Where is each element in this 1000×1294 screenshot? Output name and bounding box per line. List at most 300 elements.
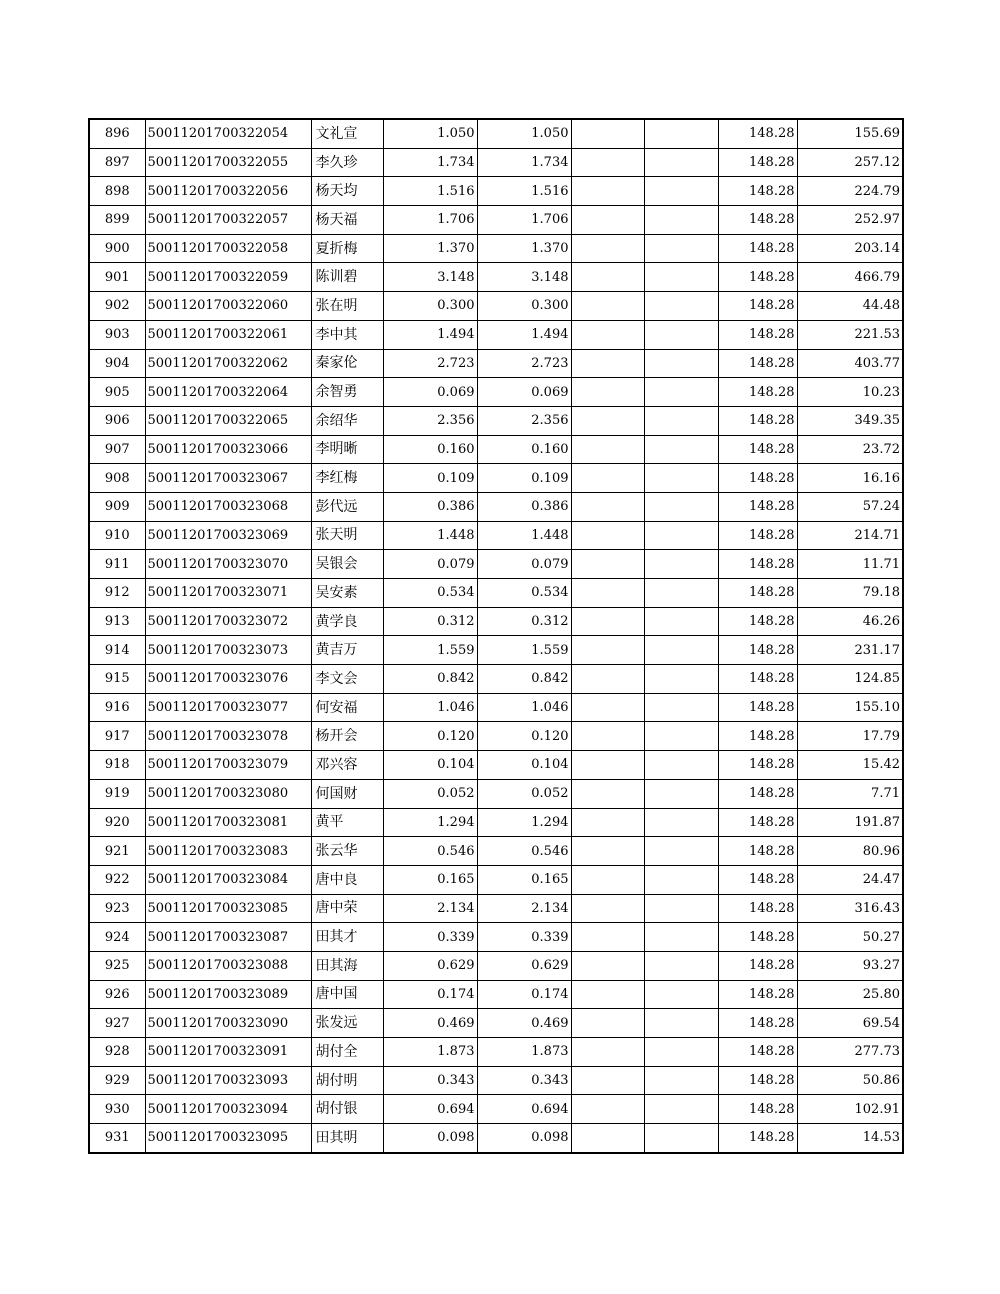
blank-cell-b-cell xyxy=(644,550,718,579)
area-value-cell: 0.165 xyxy=(383,865,477,894)
unit-rate-cell: 148.28 xyxy=(718,206,797,235)
blank-cell-a-cell xyxy=(571,292,644,321)
table-row xyxy=(89,951,903,980)
row-number-cell: 914 xyxy=(89,636,145,665)
unit-rate-cell: 148.28 xyxy=(718,1038,797,1067)
holder-name-cell: 唐中良 xyxy=(311,865,383,894)
blank-cell-a-cell xyxy=(571,1038,644,1067)
unit-rate-cell: 148.28 xyxy=(718,980,797,1009)
row-number-cell: 921 xyxy=(89,837,145,866)
blank-cell-a-cell xyxy=(571,234,644,263)
blank-cell-b-cell xyxy=(644,722,718,751)
area-confirmed-cell: 2.356 xyxy=(477,406,571,435)
account-code-cell: 50011201700323067 xyxy=(145,464,311,493)
area-value-cell: 0.098 xyxy=(383,1124,477,1153)
unit-rate-cell: 148.28 xyxy=(718,1124,797,1153)
table-row xyxy=(89,378,903,407)
table-row xyxy=(89,865,903,894)
row-number-cell: 898 xyxy=(89,177,145,206)
blank-cell-b-cell xyxy=(644,119,718,148)
blank-cell-b-cell xyxy=(644,837,718,866)
holder-name-cell: 田其才 xyxy=(311,923,383,952)
area-confirmed-cell: 0.165 xyxy=(477,865,571,894)
area-confirmed-cell: 1.734 xyxy=(477,148,571,177)
holder-name-cell: 邓兴容 xyxy=(311,751,383,780)
blank-cell-a-cell xyxy=(571,492,644,521)
row-number-cell: 924 xyxy=(89,923,145,952)
amount-cell: 214.71 xyxy=(797,521,903,550)
holder-name-cell: 李中其 xyxy=(311,320,383,349)
amount-cell: 102.91 xyxy=(797,1095,903,1124)
amount-cell: 466.79 xyxy=(797,263,903,292)
blank-cell-b-cell xyxy=(644,148,718,177)
blank-cell-b-cell xyxy=(644,292,718,321)
account-code-cell: 50011201700323076 xyxy=(145,665,311,694)
holder-name-cell: 张在明 xyxy=(311,292,383,321)
area-confirmed-cell: 1.294 xyxy=(477,808,571,837)
blank-cell-a-cell xyxy=(571,722,644,751)
amount-cell: 7.71 xyxy=(797,779,903,808)
blank-cell-b-cell xyxy=(644,865,718,894)
blank-cell-a-cell xyxy=(571,1124,644,1153)
account-code-cell: 50011201700322061 xyxy=(145,320,311,349)
blank-cell-b-cell xyxy=(644,923,718,952)
holder-name-cell: 李明晰 xyxy=(311,435,383,464)
unit-rate-cell: 148.28 xyxy=(718,1066,797,1095)
area-confirmed-cell: 1.046 xyxy=(477,693,571,722)
row-number-cell: 896 xyxy=(89,119,145,148)
holder-name-cell: 张云华 xyxy=(311,837,383,866)
account-code-cell: 50011201700323091 xyxy=(145,1038,311,1067)
blank-cell-b-cell xyxy=(644,607,718,636)
area-confirmed-cell: 0.629 xyxy=(477,951,571,980)
amount-cell: 50.86 xyxy=(797,1066,903,1095)
area-confirmed-cell: 1.050 xyxy=(477,119,571,148)
holder-name-cell: 黄学良 xyxy=(311,607,383,636)
account-code-cell: 50011201700323090 xyxy=(145,1009,311,1038)
amount-cell: 25.80 xyxy=(797,980,903,1009)
account-code-cell: 50011201700322065 xyxy=(145,406,311,435)
row-number-cell: 904 xyxy=(89,349,145,378)
amount-cell: 277.73 xyxy=(797,1038,903,1067)
area-confirmed-cell: 0.120 xyxy=(477,722,571,751)
area-confirmed-cell: 1.516 xyxy=(477,177,571,206)
table-row xyxy=(89,263,903,292)
account-code-cell: 50011201700323068 xyxy=(145,492,311,521)
amount-cell: 17.79 xyxy=(797,722,903,751)
unit-rate-cell: 148.28 xyxy=(718,837,797,866)
amount-cell: 15.42 xyxy=(797,751,903,780)
area-value-cell: 0.546 xyxy=(383,837,477,866)
row-number-cell: 906 xyxy=(89,406,145,435)
blank-cell-b-cell xyxy=(644,665,718,694)
area-value-cell: 1.050 xyxy=(383,119,477,148)
area-value-cell: 3.148 xyxy=(383,263,477,292)
unit-rate-cell: 148.28 xyxy=(718,263,797,292)
unit-rate-cell: 148.28 xyxy=(718,865,797,894)
table-row xyxy=(89,1066,903,1095)
amount-cell: 46.26 xyxy=(797,607,903,636)
area-value-cell: 1.706 xyxy=(383,206,477,235)
blank-cell-b-cell xyxy=(644,320,718,349)
account-code-cell: 50011201700323070 xyxy=(145,550,311,579)
row-number-cell: 931 xyxy=(89,1124,145,1153)
table-row xyxy=(89,665,903,694)
account-code-cell: 50011201700323087 xyxy=(145,923,311,952)
holder-name-cell: 彭代远 xyxy=(311,492,383,521)
holder-name-cell: 唐中国 xyxy=(311,980,383,1009)
unit-rate-cell: 148.28 xyxy=(718,349,797,378)
area-value-cell: 0.339 xyxy=(383,923,477,952)
row-number-cell: 912 xyxy=(89,579,145,608)
unit-rate-cell: 148.28 xyxy=(718,579,797,608)
table-row xyxy=(89,234,903,263)
row-number-cell: 925 xyxy=(89,951,145,980)
unit-rate-cell: 148.28 xyxy=(718,751,797,780)
area-value-cell: 0.120 xyxy=(383,722,477,751)
unit-rate-cell: 148.28 xyxy=(718,320,797,349)
blank-cell-a-cell xyxy=(571,607,644,636)
area-confirmed-cell: 1.370 xyxy=(477,234,571,263)
area-confirmed-cell: 0.842 xyxy=(477,665,571,694)
area-confirmed-cell: 0.386 xyxy=(477,492,571,521)
area-confirmed-cell: 0.174 xyxy=(477,980,571,1009)
blank-cell-a-cell xyxy=(571,751,644,780)
table-row xyxy=(89,923,903,952)
area-value-cell: 1.516 xyxy=(383,177,477,206)
holder-name-cell: 吴安素 xyxy=(311,579,383,608)
row-number-cell: 908 xyxy=(89,464,145,493)
area-value-cell: 0.312 xyxy=(383,607,477,636)
unit-rate-cell: 148.28 xyxy=(718,665,797,694)
area-value-cell: 2.356 xyxy=(383,406,477,435)
table-row xyxy=(89,464,903,493)
blank-cell-b-cell xyxy=(644,1095,718,1124)
holder-name-cell: 田其明 xyxy=(311,1124,383,1153)
row-number-cell: 920 xyxy=(89,808,145,837)
unit-rate-cell: 148.28 xyxy=(718,119,797,148)
account-code-cell: 50011201700323080 xyxy=(145,779,311,808)
area-confirmed-cell: 0.069 xyxy=(477,378,571,407)
account-code-cell: 50011201700322062 xyxy=(145,349,311,378)
area-confirmed-cell: 1.873 xyxy=(477,1038,571,1067)
area-value-cell: 0.842 xyxy=(383,665,477,694)
area-confirmed-cell: 0.160 xyxy=(477,435,571,464)
area-value-cell: 2.723 xyxy=(383,349,477,378)
blank-cell-a-cell xyxy=(571,1009,644,1038)
area-value-cell: 1.370 xyxy=(383,234,477,263)
unit-rate-cell: 148.28 xyxy=(718,148,797,177)
table-row xyxy=(89,148,903,177)
unit-rate-cell: 148.28 xyxy=(718,923,797,952)
account-code-cell: 50011201700323066 xyxy=(145,435,311,464)
area-confirmed-cell: 0.104 xyxy=(477,751,571,780)
holder-name-cell: 杨天福 xyxy=(311,206,383,235)
blank-cell-b-cell xyxy=(644,464,718,493)
holder-name-cell: 唐中荣 xyxy=(311,894,383,923)
unit-rate-cell: 148.28 xyxy=(718,808,797,837)
amount-cell: 23.72 xyxy=(797,435,903,464)
unit-rate-cell: 148.28 xyxy=(718,693,797,722)
holder-name-cell: 何国财 xyxy=(311,779,383,808)
row-number-cell: 903 xyxy=(89,320,145,349)
table-row xyxy=(89,693,903,722)
blank-cell-a-cell xyxy=(571,837,644,866)
table-row xyxy=(89,119,903,148)
unit-rate-cell: 148.28 xyxy=(718,607,797,636)
blank-cell-a-cell xyxy=(571,320,644,349)
area-confirmed-cell: 1.559 xyxy=(477,636,571,665)
blank-cell-a-cell xyxy=(571,349,644,378)
unit-rate-cell: 148.28 xyxy=(718,550,797,579)
account-code-cell: 50011201700323084 xyxy=(145,865,311,894)
holder-name-cell: 胡付银 xyxy=(311,1095,383,1124)
amount-cell: 155.10 xyxy=(797,693,903,722)
unit-rate-cell: 148.28 xyxy=(718,779,797,808)
amount-cell: 57.24 xyxy=(797,492,903,521)
area-confirmed-cell: 0.339 xyxy=(477,923,571,952)
amount-cell: 124.85 xyxy=(797,665,903,694)
row-number-cell: 928 xyxy=(89,1038,145,1067)
area-confirmed-cell: 0.300 xyxy=(477,292,571,321)
blank-cell-a-cell xyxy=(571,119,644,148)
account-code-cell: 50011201700323088 xyxy=(145,951,311,980)
account-code-cell: 50011201700323081 xyxy=(145,808,311,837)
holder-name-cell: 余智勇 xyxy=(311,378,383,407)
area-value-cell: 1.294 xyxy=(383,808,477,837)
account-code-cell: 50011201700323072 xyxy=(145,607,311,636)
blank-cell-a-cell xyxy=(571,521,644,550)
blank-cell-a-cell xyxy=(571,951,644,980)
unit-rate-cell: 148.28 xyxy=(718,894,797,923)
row-number-cell: 923 xyxy=(89,894,145,923)
amount-cell: 24.47 xyxy=(797,865,903,894)
blank-cell-b-cell xyxy=(644,779,718,808)
area-value-cell: 2.134 xyxy=(383,894,477,923)
table-row xyxy=(89,320,903,349)
unit-rate-cell: 148.28 xyxy=(718,1095,797,1124)
blank-cell-a-cell xyxy=(571,808,644,837)
blank-cell-b-cell xyxy=(644,492,718,521)
blank-cell-a-cell xyxy=(571,263,644,292)
blank-cell-a-cell xyxy=(571,464,644,493)
account-code-cell: 50011201700322060 xyxy=(145,292,311,321)
holder-name-cell: 田其海 xyxy=(311,951,383,980)
area-value-cell: 1.494 xyxy=(383,320,477,349)
unit-rate-cell: 148.28 xyxy=(718,951,797,980)
blank-cell-a-cell xyxy=(571,779,644,808)
area-value-cell: 0.534 xyxy=(383,579,477,608)
blank-cell-a-cell xyxy=(571,636,644,665)
area-value-cell: 0.469 xyxy=(383,1009,477,1038)
account-code-cell: 50011201700323083 xyxy=(145,837,311,866)
table-row xyxy=(89,779,903,808)
table-row xyxy=(89,1009,903,1038)
blank-cell-b-cell xyxy=(644,177,718,206)
account-code-cell: 50011201700323073 xyxy=(145,636,311,665)
account-code-cell: 50011201700323085 xyxy=(145,894,311,923)
holder-name-cell: 黄吉万 xyxy=(311,636,383,665)
blank-cell-a-cell xyxy=(571,665,644,694)
blank-cell-b-cell xyxy=(644,1124,718,1153)
area-confirmed-cell: 0.109 xyxy=(477,464,571,493)
area-value-cell: 0.629 xyxy=(383,951,477,980)
account-code-cell: 50011201700322058 xyxy=(145,234,311,263)
holder-name-cell: 吴银会 xyxy=(311,550,383,579)
blank-cell-b-cell xyxy=(644,1009,718,1038)
blank-cell-a-cell xyxy=(571,206,644,235)
row-number-cell: 901 xyxy=(89,263,145,292)
table-row xyxy=(89,521,903,550)
amount-cell: 316.43 xyxy=(797,894,903,923)
area-confirmed-cell: 0.469 xyxy=(477,1009,571,1038)
area-confirmed-cell: 2.134 xyxy=(477,894,571,923)
table-row xyxy=(89,206,903,235)
area-value-cell: 0.174 xyxy=(383,980,477,1009)
blank-cell-b-cell xyxy=(644,435,718,464)
blank-cell-a-cell xyxy=(571,980,644,1009)
blank-cell-a-cell xyxy=(571,406,644,435)
area-value-cell: 1.734 xyxy=(383,148,477,177)
amount-cell: 11.71 xyxy=(797,550,903,579)
amount-cell: 16.16 xyxy=(797,464,903,493)
holder-name-cell: 李红梅 xyxy=(311,464,383,493)
area-value-cell: 0.104 xyxy=(383,751,477,780)
table-row xyxy=(89,492,903,521)
row-number-cell: 917 xyxy=(89,722,145,751)
amount-cell: 69.54 xyxy=(797,1009,903,1038)
amount-cell: 14.53 xyxy=(797,1124,903,1153)
table-row xyxy=(89,292,903,321)
amount-cell: 50.27 xyxy=(797,923,903,952)
area-value-cell: 0.069 xyxy=(383,378,477,407)
table-row xyxy=(89,751,903,780)
area-confirmed-cell: 1.706 xyxy=(477,206,571,235)
area-value-cell: 0.694 xyxy=(383,1095,477,1124)
account-code-cell: 50011201700322056 xyxy=(145,177,311,206)
blank-cell-b-cell xyxy=(644,521,718,550)
amount-cell: 191.87 xyxy=(797,808,903,837)
area-confirmed-cell: 0.079 xyxy=(477,550,571,579)
blank-cell-b-cell xyxy=(644,1066,718,1095)
unit-rate-cell: 148.28 xyxy=(718,406,797,435)
holder-name-cell: 胡付全 xyxy=(311,1038,383,1067)
row-number-cell: 929 xyxy=(89,1066,145,1095)
blank-cell-b-cell xyxy=(644,808,718,837)
amount-cell: 257.12 xyxy=(797,148,903,177)
row-number-cell: 905 xyxy=(89,378,145,407)
amount-cell: 349.35 xyxy=(797,406,903,435)
blank-cell-a-cell xyxy=(571,693,644,722)
row-number-cell: 900 xyxy=(89,234,145,263)
area-confirmed-cell: 1.494 xyxy=(477,320,571,349)
amount-cell: 224.79 xyxy=(797,177,903,206)
account-code-cell: 50011201700323069 xyxy=(145,521,311,550)
account-code-cell: 50011201700322064 xyxy=(145,378,311,407)
account-code-cell: 50011201700323093 xyxy=(145,1066,311,1095)
row-number-cell: 919 xyxy=(89,779,145,808)
row-number-cell: 897 xyxy=(89,148,145,177)
account-code-cell: 50011201700323077 xyxy=(145,693,311,722)
holder-name-cell: 杨开会 xyxy=(311,722,383,751)
area-confirmed-cell: 0.694 xyxy=(477,1095,571,1124)
holder-name-cell: 余绍华 xyxy=(311,406,383,435)
blank-cell-a-cell xyxy=(571,177,644,206)
table-row xyxy=(89,1095,903,1124)
area-confirmed-cell: 0.534 xyxy=(477,579,571,608)
area-confirmed-cell: 1.448 xyxy=(477,521,571,550)
blank-cell-b-cell xyxy=(644,406,718,435)
table-row xyxy=(89,435,903,464)
amount-cell: 203.14 xyxy=(797,234,903,263)
area-value-cell: 0.300 xyxy=(383,292,477,321)
table-row xyxy=(89,177,903,206)
blank-cell-a-cell xyxy=(571,550,644,579)
blank-cell-b-cell xyxy=(644,206,718,235)
area-confirmed-cell: 0.343 xyxy=(477,1066,571,1095)
account-code-cell: 50011201700323078 xyxy=(145,722,311,751)
blank-cell-b-cell xyxy=(644,1038,718,1067)
holder-name-cell: 张发远 xyxy=(311,1009,383,1038)
amount-cell: 93.27 xyxy=(797,951,903,980)
row-number-cell: 902 xyxy=(89,292,145,321)
blank-cell-b-cell xyxy=(644,693,718,722)
account-code-cell: 50011201700323079 xyxy=(145,751,311,780)
account-code-cell: 50011201700323094 xyxy=(145,1095,311,1124)
area-confirmed-cell: 2.723 xyxy=(477,349,571,378)
area-confirmed-cell: 0.052 xyxy=(477,779,571,808)
account-code-cell: 50011201700323071 xyxy=(145,579,311,608)
blank-cell-a-cell xyxy=(571,1066,644,1095)
table-row xyxy=(89,808,903,837)
holder-name-cell: 文礼宣 xyxy=(311,119,383,148)
amount-cell: 80.96 xyxy=(797,837,903,866)
unit-rate-cell: 148.28 xyxy=(718,378,797,407)
row-number-cell: 916 xyxy=(89,693,145,722)
blank-cell-a-cell xyxy=(571,894,644,923)
area-value-cell: 1.559 xyxy=(383,636,477,665)
table-row xyxy=(89,579,903,608)
account-code-cell: 50011201700323089 xyxy=(145,980,311,1009)
blank-cell-b-cell xyxy=(644,636,718,665)
amount-cell: 155.69 xyxy=(797,119,903,148)
area-confirmed-cell: 0.546 xyxy=(477,837,571,866)
holder-name-cell: 何安福 xyxy=(311,693,383,722)
blank-cell-b-cell xyxy=(644,980,718,1009)
blank-cell-a-cell xyxy=(571,1095,644,1124)
row-number-cell: 910 xyxy=(89,521,145,550)
account-code-cell: 50011201700322054 xyxy=(145,119,311,148)
holder-name-cell: 胡付明 xyxy=(311,1066,383,1095)
area-value-cell: 0.386 xyxy=(383,492,477,521)
table-row xyxy=(89,636,903,665)
holder-name-cell: 夏折梅 xyxy=(311,234,383,263)
blank-cell-b-cell xyxy=(644,579,718,608)
holder-name-cell: 李文会 xyxy=(311,665,383,694)
table-row xyxy=(89,349,903,378)
unit-rate-cell: 148.28 xyxy=(718,492,797,521)
row-number-cell: 918 xyxy=(89,751,145,780)
blank-cell-a-cell xyxy=(571,148,644,177)
blank-cell-b-cell xyxy=(644,349,718,378)
area-value-cell: 0.052 xyxy=(383,779,477,808)
blank-cell-a-cell xyxy=(571,923,644,952)
amount-cell: 10.23 xyxy=(797,378,903,407)
row-number-cell: 899 xyxy=(89,206,145,235)
area-value-cell: 1.046 xyxy=(383,693,477,722)
blank-cell-a-cell xyxy=(571,378,644,407)
blank-cell-b-cell xyxy=(644,378,718,407)
